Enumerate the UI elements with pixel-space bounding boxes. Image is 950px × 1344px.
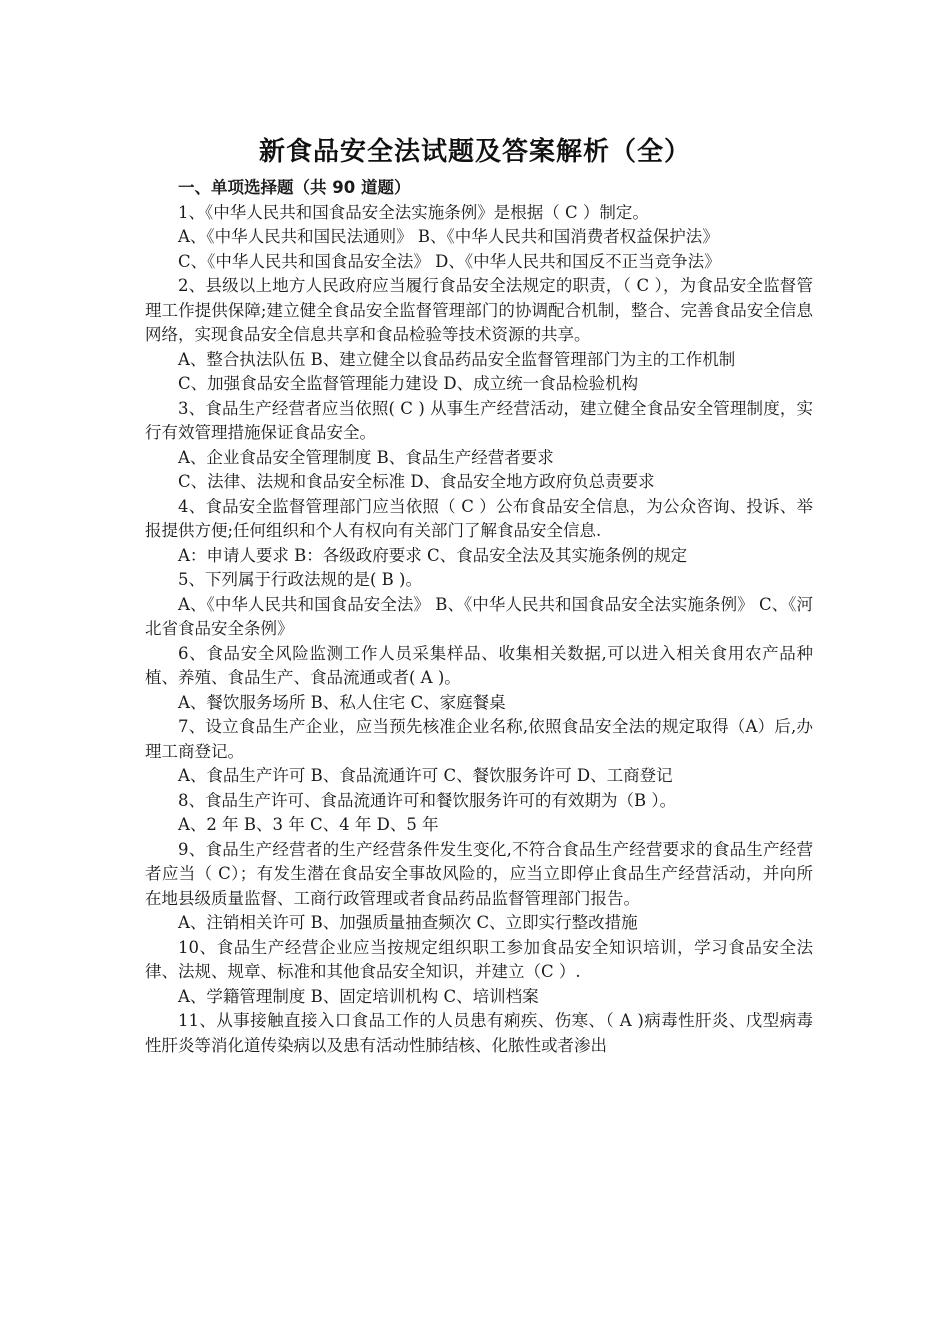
paragraph: 9、食品生产经营者的生产经营条件发生变化,不符合食品生产经营要求的食品生产经营者应当（ C）；有发生潜在食品安全事故风险的，应当立即停止食品生产经营活动，并向所在地县级质量监督、工商行政管理或者食品药品监督管理部门报告。: [145, 839, 813, 908]
paragraph: A、企业食品安全管理制度 B、食品生产经营者要求: [178, 447, 554, 467]
paragraph: C、加强食品安全监督管理能力建设 D、成立统一食品检验机构: [178, 374, 639, 393]
paragraph: 10、食品生产经营企业应当按规定组织职工参加食品安全知识培训，学习食品安全法律、法规、规章、标准和其他食品安全知识，并建立（C ）.: [145, 937, 813, 981]
paragraph: A、《中华人民共和国民法通则》 B、《中华人民共和国消费者权益保护法》: [178, 227, 719, 246]
paragraph: A：申请人要求 B：各级政府要求 C、食品安全法及其实施条例的规定: [178, 545, 688, 565]
document-body: [145, 176, 813, 1058]
paragraph: 3、食品生产经营者应当依照( C ) 从事生产经营活动，建立健全食品安全管理制度，实行有效管理措施保证食品安全。: [145, 398, 813, 442]
paragraph: C、法律、法规和食品安全标准 D、食品安全地方政府负总责要求: [178, 472, 655, 491]
section-heading: 一、单项选择题（共 90 道题）: [178, 178, 411, 197]
paragraph: A、注销相关许可 B、加强质量抽查频次 C、立即实行整改措施: [178, 913, 638, 932]
paragraph: A、整合执法队伍 B、建立健全以食品药品安全监督管理部门为主的工作机制: [178, 349, 736, 369]
paragraph: 5、下列属于行政法规的是( B )。: [178, 570, 422, 589]
paragraph: 6、食品安全风险监测工作人员采集样品、收集相关数据,可以进入相关食用农产品种植、养殖、食品生产、食品流通或者( A )。: [145, 643, 813, 687]
paragraph: 11、从事接触直接入口食品工作的人员患有痢疾、伤寒、（ A )病毒性肝炎、戊型病毒性肝炎等消化道传染病以及患有活动性肺结核、化脓性或者渗出: [145, 1011, 813, 1055]
paragraph: 1、《中华人民共和国食品安全法实施条例》是根据（ C ）制定。: [178, 202, 649, 222]
paragraph: A、餐饮服务场所 B、私人住宅 C、家庭餐桌: [178, 692, 506, 712]
paragraph: A、学籍管理制度 B、固定培训机构 C、培训档案: [178, 986, 539, 1006]
paragraph: C、《中华人民共和国食品安全法》 D、《中华人民共和国反不正当竞争法》: [178, 251, 721, 271]
paragraph: 8、食品生产许可、食品流通许可和餐饮服务许可的有效期为（B ）。: [178, 790, 677, 810]
document-title: 新食品安全法试题及答案解析（全）: [258, 137, 691, 167]
paragraph: 4、食品安全监督管理部门应当依照（ C ）公布食品安全信息，为公众咨询、投诉、举报提供方便;任何组织和个人有权向有关部门了解食品安全信息.: [145, 496, 813, 540]
paragraph: A、食品生产许可 B、食品流通许可 C、餐饮服务许可 D、工商登记: [178, 766, 673, 785]
paragraph: 7、设立食品生产企业，应当预先核准企业名称,依照食品安全法的规定取得（A）后,办理工商登记。: [145, 717, 813, 761]
paragraph: A、2 年 B、3 年 C、4 年 D、5 年: [178, 815, 439, 834]
paragraph: 2、县级以上地方人民政府应当履行食品安全法规定的职责，（ C ），为食品安全监督管理工作提供保障;建立健全食品安全监督管理部门的协调配合机制，整合、完善食品安全信息网络，实现食品安全信息共享和食品检验等技术资源的共享。: [145, 276, 813, 344]
paragraph: A、《中华人民共和国食品安全法》 B、《中华人民共和国食品安全法实施条例》 C、《河北省食品安全条例》: [145, 594, 813, 638]
